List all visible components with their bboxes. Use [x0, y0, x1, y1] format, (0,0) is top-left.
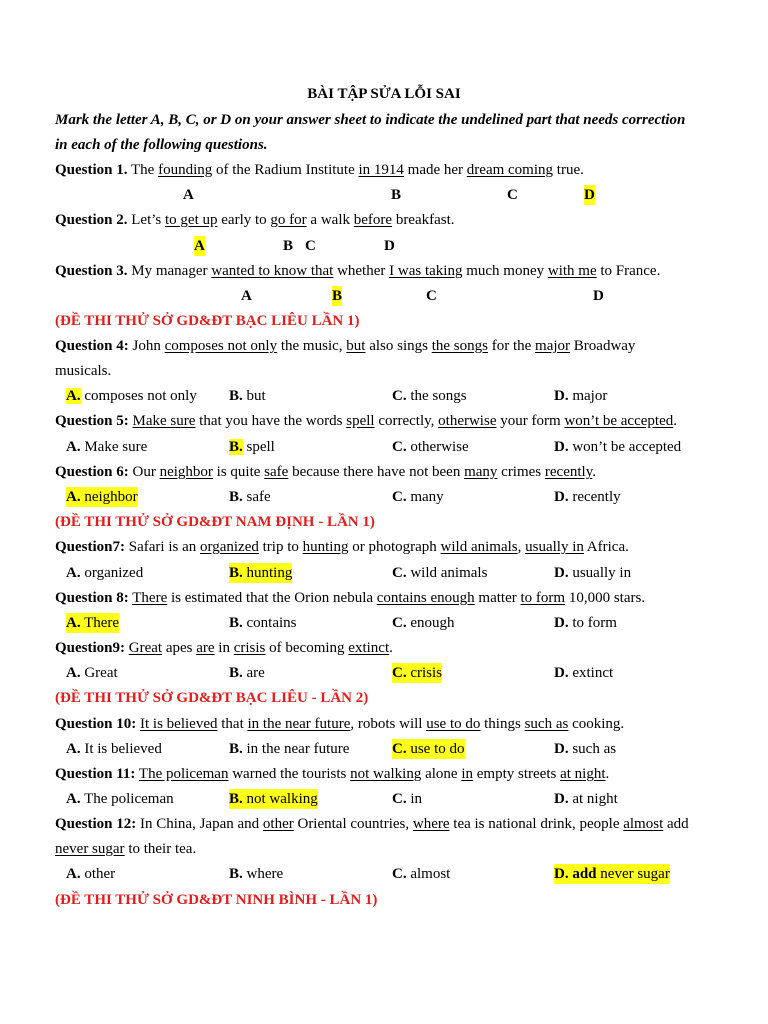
option-d	[554, 663, 613, 683]
option-text: never sugar	[596, 866, 670, 882]
text: of the Radium Institute	[212, 162, 359, 178]
option-b-answer	[229, 789, 318, 809]
option-b	[229, 739, 349, 759]
section-heading-4: (ĐỀ THI THỬ SỞ GD&ĐT NINH BÌNH - LẦN 1)	[55, 892, 378, 908]
underlined-part-cd: dream coming	[466, 162, 554, 178]
option-letter: A.	[66, 439, 81, 455]
question-label: Question 4:	[55, 338, 129, 354]
option-c-answer	[392, 663, 442, 683]
option-letter: B.	[229, 741, 243, 757]
text: John	[128, 338, 165, 354]
text: or photograph	[348, 539, 441, 555]
option-text: but	[242, 388, 266, 404]
question-label: Question9:	[55, 640, 126, 656]
option-a	[66, 663, 118, 683]
option-letter: D.	[554, 741, 569, 757]
underlined-part-d: recently	[544, 464, 593, 480]
underlined-part-c: use to do	[426, 716, 481, 732]
text: is estimated that the Orion nebula	[167, 590, 377, 606]
question-label: Question 6:	[55, 464, 129, 480]
text: Broadway	[570, 338, 636, 354]
option-d-answer	[554, 864, 670, 884]
question-label: Question 2.	[55, 212, 128, 228]
option-letter-d: D	[593, 288, 604, 304]
option-letter-c: C	[507, 187, 518, 203]
text: true.	[553, 162, 584, 178]
text: empty streets	[473, 766, 561, 782]
text: a walk	[306, 212, 354, 228]
option-text: other	[80, 866, 116, 882]
text: alone	[421, 766, 462, 782]
underlined-part-b: not walking	[350, 766, 422, 782]
option-letter-d: D	[384, 238, 395, 254]
underlined-part-a: The policeman	[138, 766, 229, 782]
option-text: safe	[242, 489, 271, 505]
option-text: in the near future	[242, 741, 350, 757]
option-c	[392, 563, 487, 583]
option-letter: A.	[66, 866, 81, 882]
option-text: composes not only	[80, 388, 197, 404]
underlined-part-b: spell	[346, 413, 375, 429]
question-label: Question 1.	[55, 162, 128, 178]
option-text: extinct	[568, 665, 614, 681]
option-letter-c: C	[426, 288, 437, 304]
text: correctly,	[374, 413, 439, 429]
underlined-part-b: I was taking	[389, 263, 463, 279]
underlined-part-d: such as	[524, 716, 569, 732]
underlined-part-d: extinct	[348, 640, 390, 656]
underlined-part-a: wanted to know that	[211, 263, 334, 279]
option-text: crisis	[406, 665, 443, 681]
text: apes	[162, 640, 197, 656]
question-6	[55, 462, 596, 482]
text: add	[663, 816, 689, 832]
underlined-part-d: won’t be accepted	[564, 413, 674, 429]
option-a	[66, 386, 197, 406]
option-text: at night	[568, 791, 618, 807]
underlined-part-b: in the near future	[247, 716, 351, 732]
option-a	[66, 789, 174, 809]
option-b-answer	[229, 563, 292, 583]
answer-letter: A.	[66, 388, 81, 404]
option-letter: C.	[392, 615, 407, 631]
option-letter: B.	[229, 615, 243, 631]
underlined-part-bc: contains enough	[376, 590, 475, 606]
text: made her	[403, 162, 467, 178]
option-letter: A.	[66, 741, 81, 757]
underlined-part-a: other	[262, 816, 294, 832]
text: trip to	[258, 539, 303, 555]
option-text: spell	[242, 439, 275, 455]
instruction-line-2: in each of the following questions.	[55, 137, 268, 153]
text: in	[214, 640, 234, 656]
option-d	[554, 563, 631, 583]
option-b	[229, 613, 297, 633]
option-text: otherwise	[406, 439, 469, 455]
underlined-part-c: many	[464, 464, 498, 480]
question-12-continued	[55, 839, 196, 859]
underlined-part-c: otherwise	[438, 413, 497, 429]
option-a	[66, 563, 143, 583]
option-c	[392, 864, 450, 884]
question-label: Question 12:	[55, 816, 137, 832]
question-label: Question7:	[55, 539, 126, 555]
text: The	[127, 162, 159, 178]
text: ,	[517, 539, 526, 555]
question-9	[55, 638, 393, 658]
option-text: wild animals	[406, 565, 488, 581]
question-11	[55, 764, 609, 784]
question-8	[55, 588, 645, 608]
option-letter: D.	[554, 791, 569, 807]
option-text: are	[242, 665, 265, 681]
option-letter-a: A	[183, 187, 194, 203]
option-letter: D.	[554, 439, 569, 455]
option-a	[66, 739, 162, 759]
option-d	[554, 386, 607, 406]
option-letter: D.	[554, 665, 569, 681]
text: 10,000 stars.	[565, 590, 646, 606]
option-letter: B.	[229, 665, 243, 681]
underlined-part-c: wild animals	[440, 539, 518, 555]
option-text: not walking	[242, 791, 318, 807]
option-letter-a: A	[241, 288, 252, 304]
text: the music,	[277, 338, 347, 354]
text: that	[217, 716, 248, 732]
underlined-part-bc: go for	[270, 212, 307, 228]
option-d	[554, 739, 616, 759]
option-b	[229, 386, 266, 406]
question-label: Question 8:	[55, 590, 129, 606]
question-1	[55, 160, 584, 180]
text: Our	[128, 464, 160, 480]
text: because there have not been	[288, 464, 465, 480]
text: your form	[496, 413, 565, 429]
option-d	[554, 487, 621, 507]
text: In China, Japan and	[136, 816, 263, 832]
option-text: recently	[568, 489, 621, 505]
text: matter	[474, 590, 521, 606]
option-c-answer	[392, 739, 465, 759]
question-label: Question 3.	[55, 263, 128, 279]
text: that you have the words	[195, 413, 347, 429]
option-letter: D.	[554, 388, 569, 404]
underlined-part-b: hunting	[302, 539, 349, 555]
question-2	[55, 210, 455, 230]
option-d	[554, 613, 617, 633]
option-text: in	[406, 791, 423, 807]
page-title: BÀI TẬP SỬA LỖI SAI	[307, 86, 461, 102]
answer-letter: A.	[66, 615, 81, 631]
answer-letter-b: B	[332, 288, 343, 304]
option-letter: A.	[66, 565, 81, 581]
option-letter: B.	[229, 866, 243, 882]
text: to their tea.	[124, 841, 197, 857]
option-letter-b: B	[391, 187, 402, 203]
text: My manager	[127, 263, 212, 279]
option-c	[392, 613, 455, 633]
text: Let’s	[127, 212, 166, 228]
option-text: hunting	[242, 565, 293, 581]
option-letter: A.	[66, 791, 81, 807]
question-7	[55, 537, 629, 557]
text: of becoming	[265, 640, 349, 656]
question-10	[55, 714, 624, 734]
text: cooking.	[568, 716, 625, 732]
option-text: Great	[80, 665, 118, 681]
underlined-part-b: safe	[264, 464, 289, 480]
underlined-part-d: major	[535, 338, 571, 354]
underlined-part-c: with me	[547, 263, 597, 279]
option-b	[229, 864, 283, 884]
underlined-part-c: crisis	[233, 640, 266, 656]
underlined-part-a: Make sure	[132, 413, 196, 429]
section-heading-1: (ĐỀ THI THỬ SỞ GD&ĐT BẠC LIÊU LẦN 1)	[55, 313, 360, 329]
underlined-part-c: the songs	[431, 338, 488, 354]
option-letter-b: B	[283, 238, 294, 254]
option-letter: C.	[392, 388, 407, 404]
option-text: to form	[568, 615, 617, 631]
underlined-part-d: before	[353, 212, 393, 228]
underlined-part-a: neighbor	[159, 464, 213, 480]
underlined-part-c: in	[461, 766, 474, 782]
text: much money	[462, 263, 548, 279]
option-a	[66, 864, 115, 884]
underlined-part-d: to form	[520, 590, 566, 606]
option-a-answer	[66, 613, 119, 633]
text: .	[389, 640, 393, 656]
option-d	[554, 789, 618, 809]
option-letter-c: C	[305, 238, 316, 254]
question-label: Question 10:	[55, 716, 137, 732]
text: to France.	[596, 263, 661, 279]
underlined-part-d: at night	[560, 766, 606, 782]
text: .	[605, 766, 610, 782]
option-text: such as	[568, 741, 617, 757]
question-label: Question 5:	[55, 413, 129, 429]
text: early to	[217, 212, 271, 228]
underlined-part-b: where	[412, 816, 450, 832]
underlined-part-a: composes not only	[164, 338, 278, 354]
option-a-answer	[66, 487, 138, 507]
question-4-continued: musicals.	[55, 363, 112, 379]
text: tea is national drink, people	[449, 816, 624, 832]
option-b	[229, 437, 275, 457]
option-text: organized	[80, 565, 144, 581]
underlined-part-a: organized	[200, 539, 259, 555]
option-text: almost	[406, 866, 451, 882]
answer-letter: B.	[229, 439, 243, 455]
answer-letter: C.	[392, 665, 407, 681]
answer-letter-d: D	[584, 187, 595, 203]
answer-letter: A.	[66, 489, 81, 505]
text: crimes	[497, 464, 545, 480]
text: breakfast.	[392, 212, 455, 228]
question-3	[55, 261, 660, 281]
option-b	[229, 487, 271, 507]
underlined-part-b: are	[196, 640, 215, 656]
option-letter: B.	[229, 489, 243, 505]
question-label: Question 11:	[55, 766, 136, 782]
answer-letter: B.	[229, 565, 243, 581]
text: also sings	[365, 338, 432, 354]
option-text: where	[242, 866, 284, 882]
question-12	[55, 814, 689, 834]
option-letter: A.	[66, 665, 81, 681]
text: things	[480, 716, 525, 732]
option-text: enough	[406, 615, 455, 631]
answer-letter: B.	[229, 791, 243, 807]
option-letter: C.	[392, 866, 407, 882]
text: for the	[487, 338, 536, 354]
text: is quite	[212, 464, 265, 480]
option-letter: C.	[392, 439, 407, 455]
underlined-part-b: but	[346, 338, 366, 354]
section-heading-3: (ĐỀ THI THỬ SỞ GD&ĐT BẠC LIÊU - LẦN 2)	[55, 690, 369, 706]
question-5	[55, 411, 677, 431]
option-text: Make sure	[80, 439, 148, 455]
text: Safari is an	[125, 539, 200, 555]
option-text: the songs	[406, 388, 467, 404]
option-text: use to do	[406, 741, 465, 757]
text: Oriental countries,	[293, 816, 413, 832]
option-letter: C.	[392, 489, 407, 505]
answer-letter-a: A	[194, 238, 205, 254]
section-heading-2: (ĐỀ THI THỬ SỞ GD&ĐT NAM ĐỊNH - LẦN 1)	[55, 514, 375, 530]
underlined-part-c: almost	[623, 816, 664, 832]
text: .	[592, 464, 596, 480]
option-letter: B.	[229, 388, 243, 404]
option-letter: D.	[554, 615, 569, 631]
underlined-part-a: It is believed	[140, 716, 218, 732]
answer-letter: C.	[392, 741, 407, 757]
option-text: It is believed	[80, 741, 162, 757]
option-letter: D.	[554, 489, 569, 505]
option-text: won’t be accepted	[568, 439, 682, 455]
underlined-part-a: There	[132, 590, 168, 606]
text: .	[673, 413, 677, 429]
instruction-line-1: Mark the letter A, B, C, or D on your answer sheet to indicate the undelined part that needs correction	[55, 112, 686, 128]
option-text: major	[568, 388, 608, 404]
option-text: neighbor	[80, 489, 138, 505]
option-letter: D.	[554, 565, 569, 581]
option-a	[66, 437, 147, 457]
option-c	[392, 437, 469, 457]
underlined-part-b: in 1914	[358, 162, 404, 178]
answer-letter: D.	[554, 866, 569, 882]
underlined-part-d: usually in	[525, 539, 584, 555]
option-c	[392, 789, 422, 809]
option-c	[392, 386, 467, 406]
question-4	[55, 336, 635, 356]
option-text: many	[406, 489, 444, 505]
underlined-part-d: never sugar	[55, 841, 125, 857]
underlined-part-a: to get up	[165, 212, 218, 228]
underlined-part-a: founding	[158, 162, 213, 178]
text: Africa.	[583, 539, 629, 555]
option-b	[229, 663, 265, 683]
option-text: The policeman	[80, 791, 174, 807]
option-text: contains	[242, 615, 297, 631]
option-text: There	[80, 615, 120, 631]
text: warned the tourists	[228, 766, 351, 782]
option-d	[554, 437, 681, 457]
text: , robots will	[350, 716, 427, 732]
option-letter: C.	[392, 791, 407, 807]
underlined-part-a: Great	[128, 640, 163, 656]
option-text-bold: add	[568, 866, 597, 882]
text: whether	[333, 263, 390, 279]
option-c	[392, 487, 444, 507]
option-letter: C.	[392, 565, 407, 581]
option-text: usually in	[568, 565, 632, 581]
